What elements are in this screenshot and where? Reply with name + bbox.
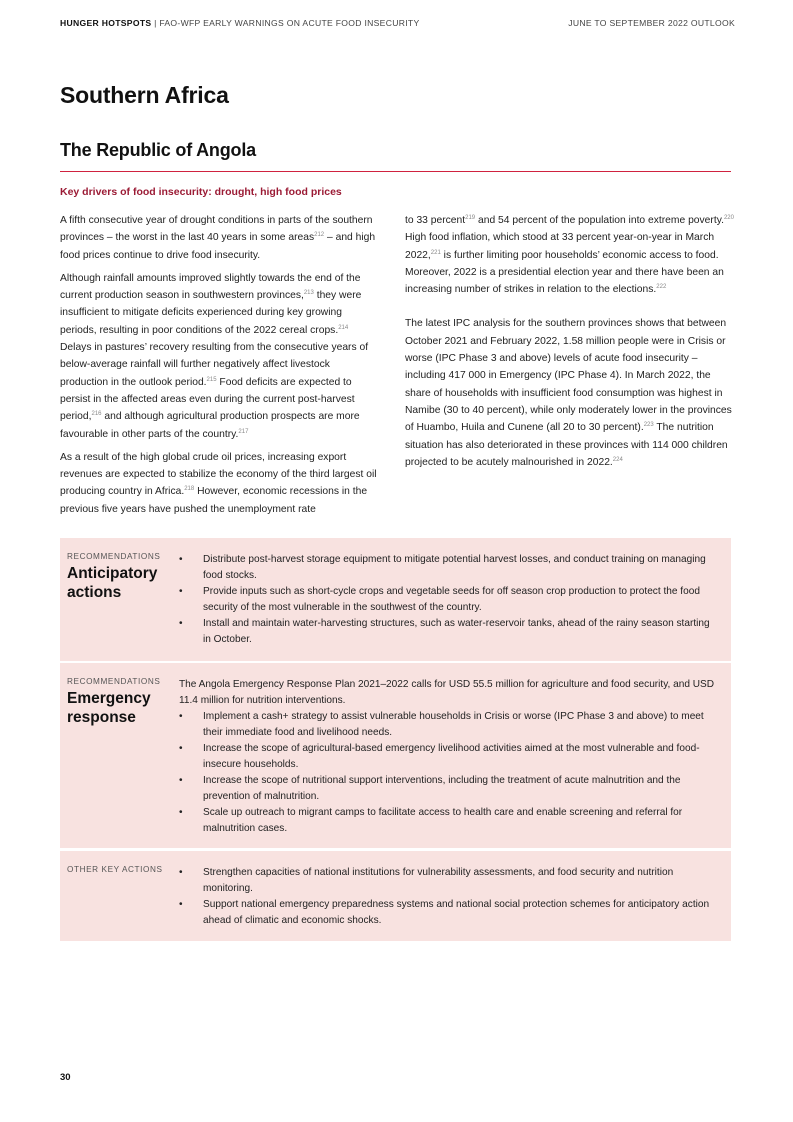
- bullet-icon: •: [179, 807, 183, 818]
- footnote-ref: 214: [338, 324, 349, 331]
- bullet-list: [179, 709, 719, 837]
- panel-heading: Anticipatory actions: [67, 565, 158, 601]
- footnote-ref: 220: [723, 215, 734, 221]
- footnote-ref: 223: [643, 422, 654, 429]
- panel-kicker: RECOMMENDATIONS: [67, 677, 161, 686]
- bullet-icon: •: [179, 867, 183, 878]
- bullet-icon: •: [179, 743, 183, 754]
- bullet-icon: •: [179, 775, 183, 786]
- bullet-icon: •: [179, 618, 183, 629]
- region-title: Southern Africa: [60, 82, 229, 108]
- list-item: [179, 616, 719, 648]
- footnote-ref: 215: [206, 376, 217, 383]
- paragraph: [60, 270, 378, 443]
- list-item: [179, 805, 719, 837]
- panel-heading: Emergency response: [67, 690, 151, 726]
- paragraph-text: Food deficits are expected to persist in the affected areas even during the current post-harvest period,: [60, 376, 355, 423]
- paragraph-text: However, economic recessions in the previous five years have pushed the unemployment rate: [60, 486, 368, 515]
- bullet-icon: •: [179, 711, 183, 722]
- running-header: [60, 18, 735, 28]
- footnote-ref: 212: [314, 232, 325, 239]
- footnote-ref: 216: [91, 411, 102, 418]
- list-item-text: Implement a cash+ strategy to assist vulnerable households in Crisis or worse (IPC Phase 3 and above) to meet their immediate food and livelihood needs.: [203, 711, 704, 738]
- list-item-text: Support national emergency preparedness systems and national social protection schemes for anticipatory action ahead of climatic and economic shocks.: [203, 899, 710, 926]
- footnote-ref: 219: [465, 215, 476, 221]
- panel-body: [179, 552, 719, 648]
- list-item-text: Strengthen capacities of national institutions for vulnerability assessments, and food security and nutrition monitoring.: [203, 867, 674, 894]
- paragraph: [405, 212, 735, 298]
- panel-label: [67, 865, 177, 874]
- page-number: 30: [60, 1072, 71, 1083]
- bullet-list: [179, 552, 719, 648]
- list-item-text: Increase the scope of nutritional support interventions, including the treatment of acute malnutrition and the prevention of malnutrition.: [203, 775, 681, 802]
- footnote-ref: 222: [656, 284, 667, 291]
- paragraph: [60, 449, 378, 518]
- paragraph-text: they were insufficient to mitigate deficits experienced during key growing periods, resulting in poor conditions of the 2022 cereal crops.: [60, 290, 362, 336]
- right-column: [405, 212, 735, 477]
- footnote-ref: 218: [184, 486, 195, 493]
- left-column: [60, 212, 378, 524]
- panel-body: [179, 865, 719, 929]
- section-divider: [60, 171, 731, 172]
- panel-intro: The Angola Emergency Response Plan 2021–2022 calls for USD 55.5 million for agriculture and food security, and USD 11.4 million for nutrition interventions.: [179, 679, 715, 706]
- paragraph-text: Although rainfall amounts improved slightly towards the end of the current production season in southwestern provinces,: [60, 272, 361, 302]
- panel-label: [67, 677, 177, 727]
- panel-label: [67, 552, 177, 602]
- footnote-ref: 221: [430, 249, 441, 256]
- running-header-left: [60, 18, 420, 28]
- other-key-actions-panel: [60, 851, 731, 941]
- bullet-icon: •: [179, 899, 183, 910]
- footnote-ref: 217: [238, 428, 249, 435]
- paragraph-text: and 54 percent of the population into extreme poverty.: [475, 215, 724, 226]
- country-title: The Republic of Angola: [60, 140, 256, 160]
- emergency-response-panel: [60, 663, 731, 848]
- list-item: [179, 709, 719, 741]
- paragraph-text: to 33 percent: [405, 215, 466, 226]
- paragraph-text: Delays in pastures’ recovery resulting from the consecutive years of below-average rainfall will further negatively affect livestock production in the outlook period.: [60, 342, 369, 388]
- paragraph: [405, 315, 735, 471]
- list-item-text: Scale up outreach to migrant camps to facilitate access to health care and enable screening and referral for malnutrition cases.: [203, 807, 683, 834]
- list-item: [179, 552, 719, 584]
- list-item: [179, 584, 719, 616]
- paragraph-text: is further limiting poor households’ economic access to food. Moreover, 2022 is a presidential election year and there have been an increasing number of strikes in relation to the elections.: [405, 249, 724, 296]
- list-item: [179, 741, 719, 773]
- panel-kicker: RECOMMENDATIONS: [67, 552, 161, 561]
- anticipatory-actions-panel: [60, 538, 731, 661]
- outlook-period: JUNE TO SEPTEMBER 2022 OUTLOOK: [568, 18, 735, 28]
- list-item-text: Increase the scope of agricultural-based emergency livelihood activities aimed at the most vulnerable and food-insecure households.: [203, 743, 700, 770]
- bullet-list: [179, 865, 719, 929]
- panel-kicker: OTHER KEY ACTIONS: [67, 865, 163, 874]
- panel-body: [179, 677, 719, 837]
- bullet-icon: •: [179, 554, 183, 565]
- footnote-ref: 213: [303, 290, 314, 297]
- footnote-ref: 224: [612, 456, 623, 463]
- list-item: [179, 865, 719, 897]
- list-item-text: Distribute post-harvest storage equipment to mitigate potential harvest losses, and conduct training on managing food stocks.: [203, 554, 706, 581]
- drivers-title: Key drivers of food insecurity: drought, high food prices: [60, 186, 342, 198]
- list-item-text: Provide inputs such as short-cycle crops and vegetable seeds for off season crop production to protect the food security of the most vulnerable in the southwest of the country.: [203, 586, 700, 613]
- bullet-icon: •: [179, 586, 183, 597]
- paragraph-text: As a result of the high global crude oil prices, increasing export revenues are expected to stabilize the economy of the third largest oil producing country in Africa.: [60, 451, 377, 498]
- paragraph-text: The nutrition situation has also deteriorated in these provinces with 114 000 children projected to be acutely malnourished in 2022.: [405, 422, 728, 468]
- publication-title: HUNGER HOTSPOTS: [60, 18, 152, 28]
- list-item: [179, 897, 719, 929]
- list-item-text: Install and maintain water-harvesting structures, such as water-reservoir tanks, ahead of the rainy season starting in October.: [203, 618, 710, 645]
- publication-subtitle: | FAO-WFP EARLY WARNINGS ON ACUTE FOOD INSECURITY: [154, 18, 420, 28]
- paragraph-text: – and high food prices continue to drive food insecurity.: [60, 232, 376, 261]
- paragraph-text: The latest IPC analysis for the southern provinces shows that between October 2021 and February 2022, 1.58 million people were in Crisis or worse (IPC Phase 3 and above) levels of acute food insecurity – including 417 000 in Emergency (IPC Phase 4). In March 2022, the share of households with insufficient food consumption was highest in Namibe (30 to 40 percent), while only moderately lower in the provinces of Huambo, Huila and Cunene (all 20 to 30 percent).: [405, 318, 732, 434]
- paragraph-text: and although agricultural production prospects are more favourable in other parts of the country.: [60, 411, 360, 440]
- list-item: [179, 773, 719, 805]
- paragraph: [60, 212, 378, 264]
- paragraph-text: High food inflation, which stood at 33 percent year-on-year in March 2022,: [405, 232, 715, 261]
- paragraph-text: A fifth consecutive year of drought conditions in parts of the southern provinces – the worst in the last 40 years in some areas: [60, 215, 373, 244]
